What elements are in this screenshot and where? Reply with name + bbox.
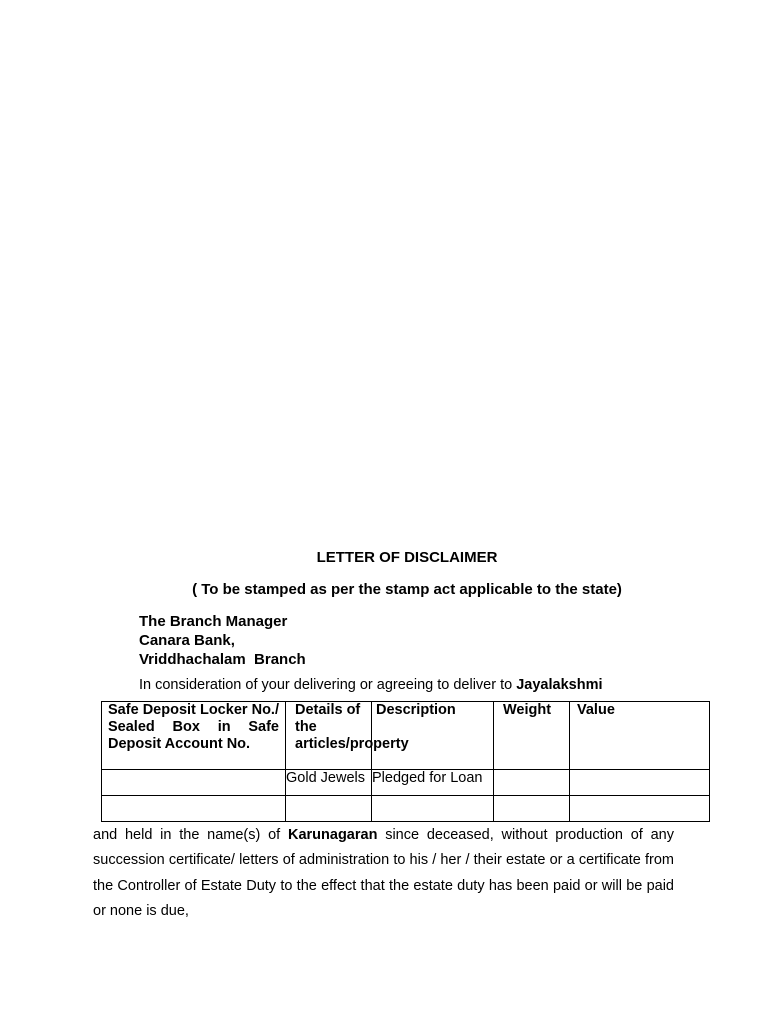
cell-details: Gold Jewels <box>286 770 372 796</box>
cell-safe-deposit <box>102 770 286 796</box>
deceased-name: Karunagaran <box>287 827 378 843</box>
body-text-start: and held in the name(s) of <box>93 827 288 843</box>
cell-value <box>570 796 710 822</box>
cell-safe-deposit <box>102 796 286 822</box>
document-subtitle: ( To be stamped as per the stamp act applicable to the state) <box>192 581 622 598</box>
body-text-rest: since deceased, without production of any succession certificate/ letters of administration to his / her / their estate or a certificate from the Controller of Estate Duty to the effect that the estate duty has been paid or will be paid or none is due, <box>93 827 674 919</box>
cell-description <box>372 796 494 822</box>
header-safe-deposit: Safe Deposit Locker No./ Sealed Box in Safe Deposit Account No. <box>102 702 286 770</box>
header-weight: Weight <box>494 702 570 770</box>
table-header-row <box>102 702 710 770</box>
addressee-line-1: The Branch Manager <box>139 613 288 630</box>
cell-value <box>570 770 710 796</box>
articles-table <box>101 701 710 822</box>
header-details: Details of the articles/property <box>286 702 372 770</box>
consideration-paragraph <box>139 677 603 693</box>
addressee-block <box>139 612 306 669</box>
document-title: LETTER OF DISCLAIMER <box>316 549 498 566</box>
table-row <box>102 796 710 822</box>
body-paragraph <box>93 823 674 924</box>
cell-weight <box>494 796 570 822</box>
cell-details <box>286 796 372 822</box>
addressee-line-2: Canara Bank, <box>139 632 235 649</box>
recipient-name: Jayalakshmi <box>516 677 603 693</box>
consideration-text: In consideration of your delivering or agreeing to deliver to <box>139 677 517 693</box>
header-value: Value <box>570 702 710 770</box>
addressee-line-3: Vriddhachalam Branch <box>139 651 306 668</box>
table-row <box>102 770 710 796</box>
cell-description: Pledged for Loan <box>372 770 494 796</box>
header-description: Description <box>372 702 494 770</box>
cell-weight <box>494 770 570 796</box>
